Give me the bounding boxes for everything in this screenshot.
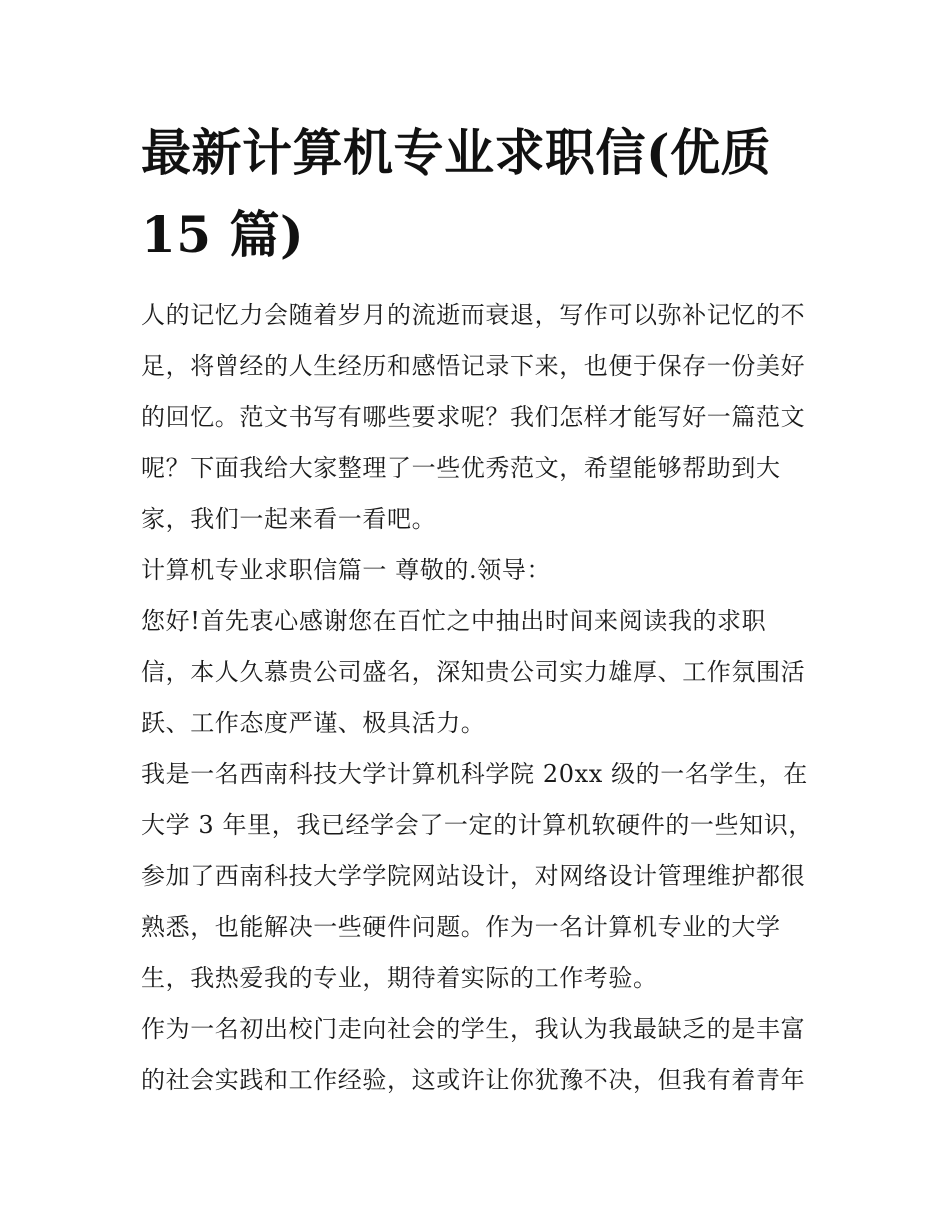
text-line: 跃、工作态度严谨、极具活力。 (141, 709, 486, 737)
text-line: 作为一名初出校门走向社会的学生，我认为我最缺乏的是丰富 (141, 1015, 806, 1043)
text-line: 大学 3 年里，我已经学会了一定的计算机软硬件的一些知识， (141, 811, 813, 839)
text-line: 家，我们一起来看一看吧。 (141, 505, 437, 533)
document-title (141, 112, 813, 276)
document-page (141, 112, 813, 1106)
text-line: 计算机专业求职信篇一 尊敬的.领导： (141, 556, 552, 584)
text-line: 熟悉，也能解决一些硬件问题。作为一名计算机专业的大学 (141, 913, 781, 941)
paragraph-section-heading (141, 545, 813, 596)
text-line: 人的记忆力会随着岁月的流逝而衰退，写作可以弥补记忆的不 (141, 301, 806, 329)
text-line: 生，我热爱我的专业，期待着实际的工作考验。 (141, 964, 658, 992)
text-line: 的社会实践和工作经验，这或许让你犹豫不决，但我有着青年 (141, 1066, 806, 1094)
text-line: 参加了西南科技大学学院网站设计，对网络设计管理维护都很 (141, 862, 806, 890)
text-line: 的回忆。范文书写有哪些要求呢？我们怎样才能写好一篇范文 (141, 403, 806, 431)
text-line: 您好!首先衷心感谢您在百忙之中抽出时间来阅读我的求职 (141, 607, 767, 635)
text-line: 足，将曾经的人生经历和感悟记录下来，也便于保存一份美好 (141, 352, 806, 380)
text-line: 我是一名西南科技大学计算机科学院 20xx 级的一名学生，在 (141, 760, 808, 788)
text-line: 呢？下面我给大家整理了一些优秀范文，希望能够帮助到大 (141, 454, 781, 482)
paragraph-experience (141, 1004, 813, 1106)
title-line: 最新计算机专业求职信(优质 (141, 123, 772, 182)
paragraph-background (141, 749, 813, 1004)
paragraph-intro (141, 290, 813, 545)
document-body (141, 290, 813, 1106)
text-line: 信，本人久慕贵公司盛名，深知贵公司实力雄厚、工作氛围活 (141, 658, 806, 686)
paragraph-greeting (141, 596, 813, 749)
title-line: 15 篇) (141, 205, 305, 264)
